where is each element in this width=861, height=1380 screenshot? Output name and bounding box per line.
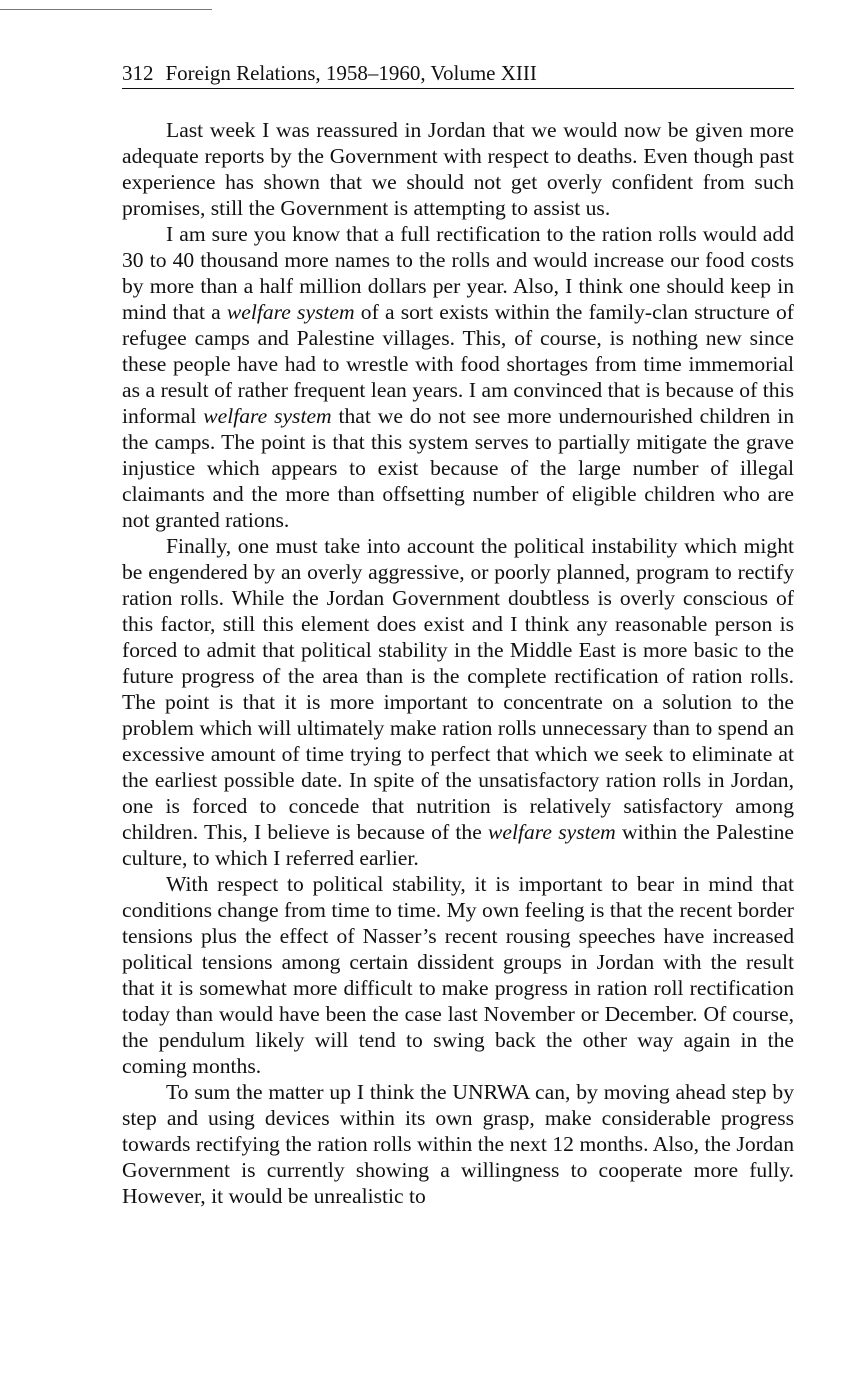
paragraph-text: I am sure you know that a full rectification to the ration rolls would add 30 to 40 thousand more names to the rolls and would increase our food costs by more than a half million dollars per year. Also, I think one should keep in mind that a: [122, 222, 794, 324]
header-title: Foreign Relations, 1958–1960, Volume XIII: [165, 61, 537, 85]
italic-term: welfare system: [203, 404, 332, 428]
paragraph-text: To sum the matter up I think the UNRWA can, by moving ahead step by step and using devices within its own grasp, make considerable progress towards rectifying the ration rolls within the next 12 months. Also, the Jordan Government is currently showing a willingness to cooperate more fully. However, it would be unrealistic to: [122, 1080, 794, 1208]
paragraph-text: Last week I was reassured in Jordan that we would now be given more adequate reports by the Government with respect to deaths. Even though past experience has shown that we should not get overly confident from such promises, still the Government is attempting to assist us.: [122, 118, 794, 220]
paragraph-4: [122, 871, 794, 1079]
italic-term: welfare system: [488, 820, 616, 844]
paragraph-text: Finally, one must take into account the political instability which might be engendered by an overly aggressive, or poorly planned, program to rectify ration rolls. While the Jordan Government doubtless is overly conscious of this factor, still this element does exist and I think any reasonable person is forced to admit that political stability in the Middle East is more basic to the future progress of the area than is the complete rectification of ration rolls. The point is that it is more important to concentrate on a solution to the problem which will ultimately make ration rolls unnecessary than to spend an excessive amount of time trying to perfect that which we seek to eliminate at the earliest possible date. In spite of the unsatisfactory ration rolls in Jordan, one is forced to concede that nutrition is relatively satisfactory among children. This, I believe is because of the: [122, 534, 794, 844]
paragraph-2: [122, 221, 794, 533]
paragraph-1: [122, 117, 794, 221]
paragraph-5: [122, 1079, 794, 1209]
page-number: 312: [122, 61, 154, 85]
running-header: [122, 58, 794, 89]
body-text: [122, 117, 794, 1209]
paragraph-3: [122, 533, 794, 871]
paragraph-text: within the Palestine culture, to which I referred earlier.: [122, 820, 794, 870]
document-page: [122, 58, 794, 1209]
paragraph-text: With respect to political stability, it is important to bear in mind that conditions change from time to time. My own feeling is that the recent border tensions plus the effect of Nasser’s recent rousing speeches have increased political tensions among certain dissident groups in Jordan with the result that it is somewhat more difficult to make progress in ration roll rectification today than would have been the case last November or December. Of course, the pendulum likely will tend to swing back the other way again in the coming months.: [122, 872, 794, 1078]
scan-edge-line: [0, 9, 212, 10]
paragraph-text: of a sort exists within the family-clan structure of refugee camps and Palestine villages. This, of course, is nothing new since these people have had to wrestle with food shortages from time immemorial as a result of rather frequent lean years. I am convinced that is because of this informal: [122, 300, 794, 428]
paragraph-text: that we do not see more undernourished children in the camps. The point is that this system serves to partially mitigate the grave injustice which appears to exist because of the large number of illegal claimants and the more than offsetting number of eligible children who are not granted rations.: [122, 404, 794, 532]
italic-term: welfare system: [226, 300, 355, 324]
